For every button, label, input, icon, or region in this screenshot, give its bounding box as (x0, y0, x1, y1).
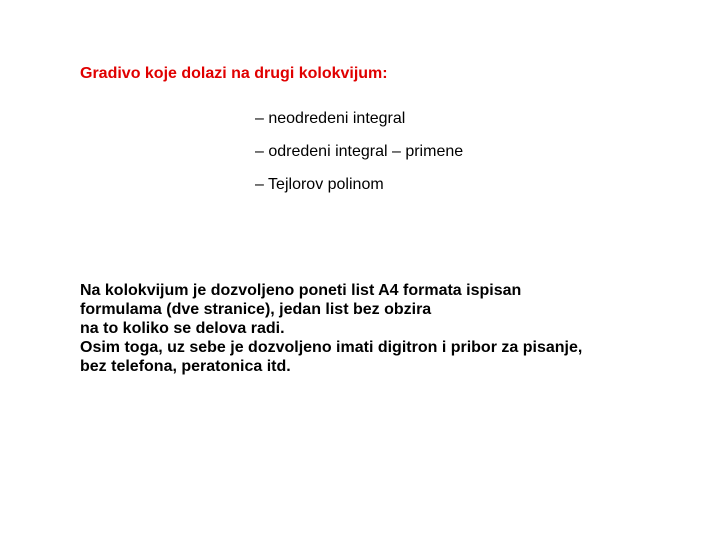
topic-item: – neodredeni integral (255, 110, 406, 127)
rules-line: Osim toga, uz sebe je dozvoljeno imati digitron i pribor za pisanje, (80, 339, 583, 356)
topic-item: – odredeni integral – primene (255, 143, 464, 160)
exam-rules-paragraph (80, 281, 582, 376)
rules-line: Na kolokvijum je dozvoljeno poneti list A4 formata ispisan (80, 282, 522, 299)
rules-line: na to koliko se delova radi. (80, 320, 285, 337)
topic-item: – Tejlorov polinom (255, 176, 384, 193)
rules-line: formulama (dve stranice), jedan list bez obzira (80, 301, 432, 318)
rules-line: bez telefona, peratonica itd. (80, 358, 291, 375)
topic-list (255, 109, 463, 208)
slide-heading: Gradivo koje dolazi na drugi kolokvijum: (80, 65, 388, 82)
